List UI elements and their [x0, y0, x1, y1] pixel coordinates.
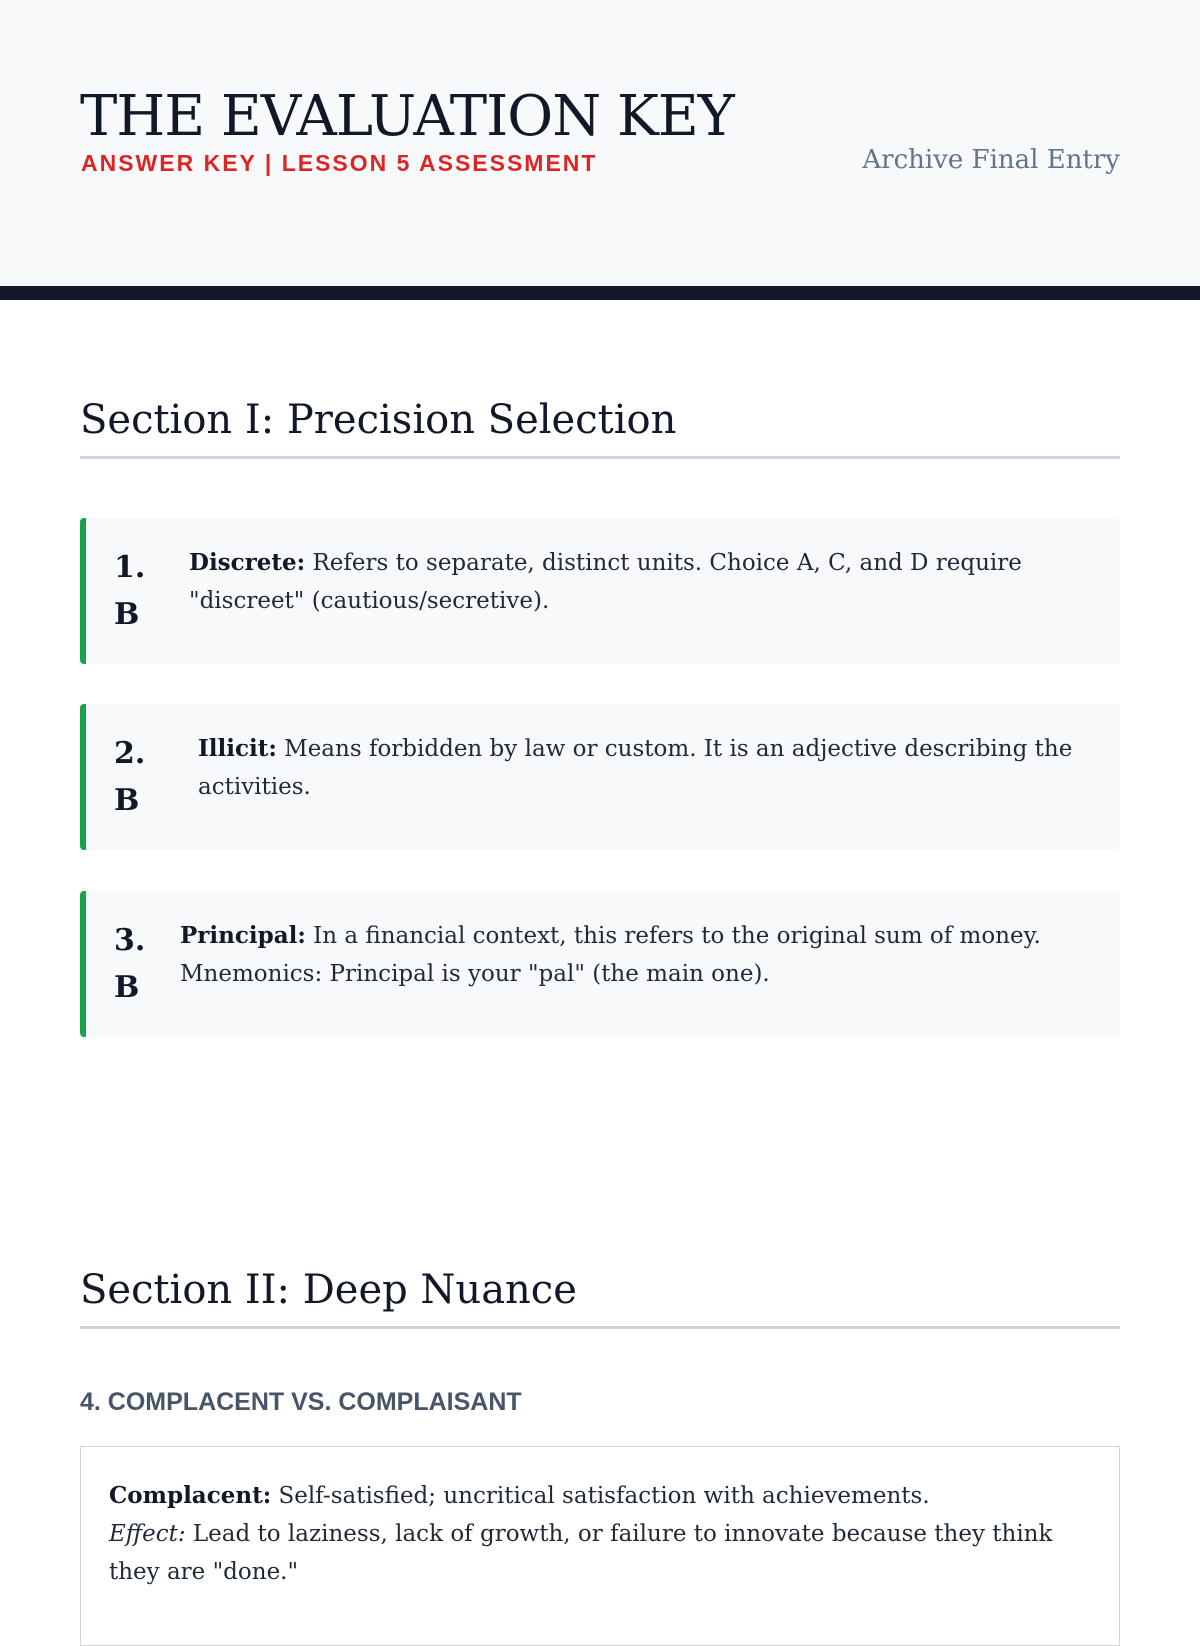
answer-card [80, 891, 1120, 1037]
question-number: 3. [114, 923, 146, 958]
answer-letter: B [114, 597, 140, 632]
definition-box [80, 1446, 1120, 1646]
explanation-text: In a financial context, this refers to the original sum of money. Mnemonics: Principal is your "pal" (the main one). [180, 923, 1041, 987]
answer-explanation [189, 544, 1080, 620]
answer-letter: B [114, 970, 140, 1005]
question-number: 2. [114, 736, 146, 771]
effect-line [109, 1515, 1091, 1591]
definition-line [109, 1477, 1091, 1515]
question-number: 1. [114, 550, 146, 585]
section-2-title: Section II: Deep Nuance [80, 1266, 1120, 1329]
answer-term: Principal: [180, 922, 306, 949]
answer-number [114, 917, 174, 1011]
answer-number [114, 730, 174, 824]
explanation-text: Refers to separate, distinct units. Choice A, C, and D require "discreet" (cautious/secretive). [189, 550, 1022, 614]
answer-number [114, 544, 174, 638]
effect-label: Effect: [109, 1521, 186, 1547]
definition-term: Complacent: [109, 1482, 272, 1509]
page-header [0, 0, 1200, 300]
explanation-text: Means forbidden by law or custom. It is an adjective describing the activities. [198, 736, 1073, 800]
page-title: THE EVALUATION KEY [80, 84, 734, 149]
item-4-heading: 4. COMPLACENT VS. COMPLAISANT [80, 1388, 522, 1416]
page-subtitle: ANSWER KEY | LESSON 5 ASSESSMENT [81, 150, 598, 176]
answer-explanation [198, 730, 1080, 806]
answer-term: Discrete: [189, 549, 306, 576]
answer-card [80, 704, 1120, 850]
answer-explanation [180, 917, 1080, 993]
effect-text: Lead to laziness, lack of growth, or failure to innovate because they think they are "done." [109, 1521, 1053, 1585]
answer-letter: B [114, 783, 140, 818]
archive-label: Archive Final Entry [862, 145, 1120, 175]
answer-card [80, 518, 1120, 664]
section-1-title: Section I: Precision Selection [80, 396, 1120, 459]
definition-text: Self-satisfied; uncritical satisfaction with achievements. [278, 1483, 930, 1509]
answer-term: Illicit: [198, 735, 277, 762]
